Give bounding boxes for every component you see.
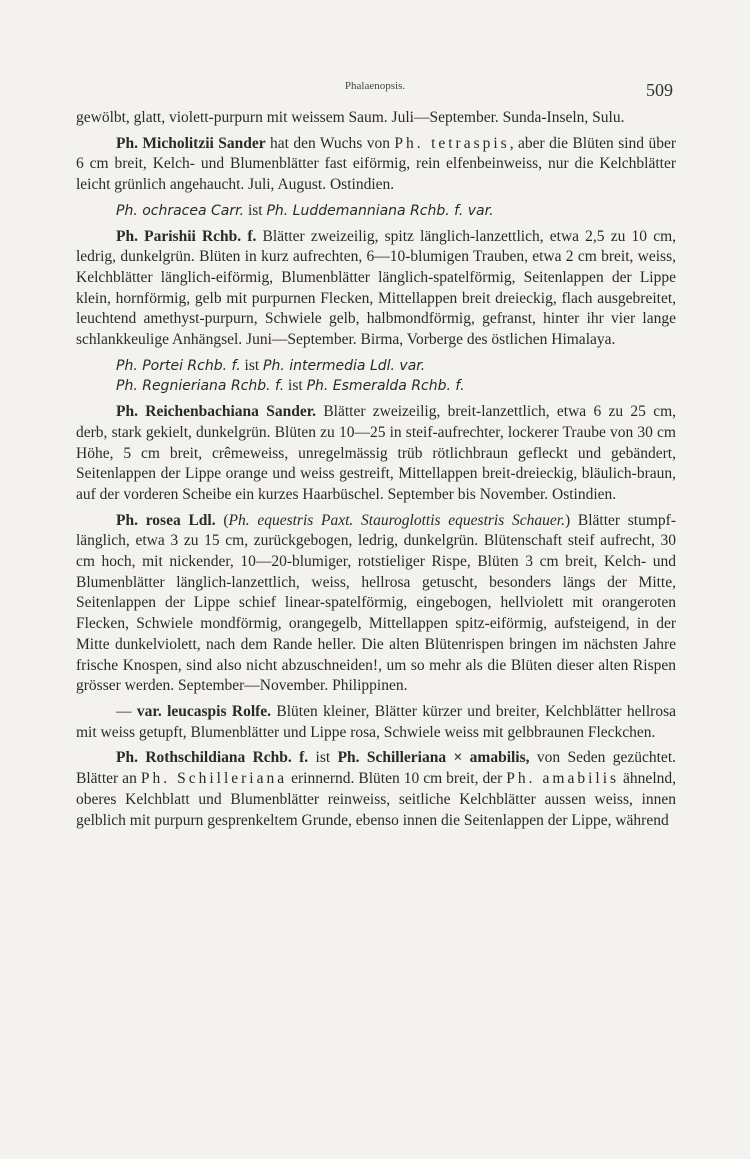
variety-dash: — (116, 702, 137, 720)
synonym-connector: ist (284, 377, 307, 395)
species-name: Ph. rosea Ldl. (116, 511, 216, 529)
synonym-name: Ph. Portei Rchb. f. (116, 357, 241, 374)
synonym-connector: ist (240, 356, 264, 374)
hybrid-parents: Ph. Schilleriana × amabilis, (337, 749, 530, 767)
paren-close: ) (564, 511, 571, 529)
paren-open: ( (215, 511, 229, 529)
synonym-connector: ist (244, 201, 267, 219)
synonym-portei (76, 356, 676, 377)
entry-text: Blüten kleiner, Blätter kürzer und breiter, Kelchblätter hellrosa mit weiss getupft, Blumenblätter und Lippe rosa, Schwiele weiss mit gelbbraunen Fleckchen. (76, 702, 676, 741)
synonym-target: Ph. Luddemanniana Rchb. f. var. (266, 202, 494, 219)
body-text (76, 108, 676, 831)
entry-rothschildiana (76, 748, 676, 831)
species-reference: Ph. amabilis (506, 770, 620, 788)
entry-leucaspis (76, 702, 676, 743)
entry-parishii (76, 227, 676, 351)
synonym-target: Ph. intermedia Ldl. var. (263, 357, 426, 374)
entry-micholitzii (76, 134, 676, 196)
synonym-ochracea (76, 201, 676, 222)
synonyms: Ph. equestris Paxt. Stauroglottis equestris Schauer. (228, 511, 565, 529)
species-reference: Ph. tetraspis (394, 134, 510, 152)
synonym-name: Ph. Regnieriana Rchb. f. (116, 378, 285, 395)
entry-text: ähnelnd, oberes Kelchblatt und Blumenblätter reinweiss, seitliche Kelchblätter aussen weiss, innen gelblich mit purpurn gesprenkeltem Grunde, ebenso innen die Seitenlappen der Lippe, während (76, 770, 676, 829)
species-reference: Ph. Schilleriana (140, 770, 288, 788)
entry-text: erinnernd. Blüten 10 cm breit, der (287, 770, 507, 788)
entry-reichenbachiana (76, 402, 676, 506)
synonym-regnieriana (76, 376, 676, 397)
synonym-target: Ph. Esmeralda Rchb. f. (306, 378, 465, 395)
synonym-name: Ph. ochracea Carr. (116, 202, 245, 219)
entry-rosea (76, 511, 676, 697)
running-title: Phalaenopsis. (344, 80, 406, 92)
entry-text: hat den Wuchs von (265, 134, 395, 152)
variety-name: var. leucaspis Rolfe. (136, 702, 272, 720)
entry-text: Blätter zweizeilig, spitz länglich-lanzettlich, etwa 2,5 zu 10 cm, ledrig, dunkelgrün. Blüten in kurz aufrechten, 6—10-blumigen Trauben, etwa 2 cm breit, weiss, Kelchblätter länglich-eiförmig, Blumenblätter länglich-spatelförmig, Seitenlappen der Lippe klein, hornförmig, gelb mit purpurnen Flecken, Mittellappen breit dreieckig, flach ausgebreitet, leuchtend amethyst-purpurn, Schwiele gelb, halbmondförmig, gefranst, hinter ihr vier lange schlankkeulige Anhängsel. Juni—September. Birma, Vorberge des östlichen Himalaya. (76, 227, 677, 349)
entry-connector: ist (308, 749, 338, 767)
species-name: Ph. Reichenbachiana Sander. (116, 403, 317, 421)
species-name: Ph. Micholitzii Sander (116, 134, 266, 152)
paragraph-continuation: gewölbt, glatt, violett-purpurn mit weissem Saum. Juli—September. Sunda-Inseln, Sulu. (76, 109, 625, 126)
page-number: 509 (646, 80, 673, 100)
species-name: Ph. Parishii Rchb. f. (116, 227, 257, 245)
entry-text: , aber die Blüten sind über 6 cm breit, Kelch- und Blumenblätter fast eiförmig, rein elfenbeinweiss, nur die Kelchblätter leicht grünlich angehaucht. Juli, August. Ostindien. (76, 134, 676, 194)
entry-text: Blätter stumpf-länglich, etwa 3 zu 15 cm, zurückgebogen, ledrig, dunkelgrün. Blütenschaft steif aufrecht, 30 cm hoch, mit nickender, 10—20-blumiger, rotstieliger Rispe, Blüten 3 cm breit, Kelch- und Blumenblätter länglich-lanzettlich, weiss, hellrosa getuscht, besonders längs der Mitte, Seitenlappen der Lippe schief linear-spatelförmig, eingebogen, hellviolett mit orangeroten Flecken, Schwiele mondförmig, orangegelb, Mittellappen spitz-eiförmig, aufsteigend, in der Mitte dunkelviolett, nach dem Rande heller. Die alten Blütenrispen bringen im nächsten Jahre frische Knospen, sind also nicht abzuschneiden!, um so mehr als die Blüten dieser alten Rispen grösser werden. September—November. Philippinen. (76, 511, 676, 695)
entry-text: Blätter zweizeilig, breit-lanzettlich, etwa 6 zu 25 cm, derb, stark gekielt, dunkelgrün. Blüten zu 10—25 in steif-aufrechter, lockerer Traube von 30 cm Höhe, 5 cm breit, crêmeweiss, unregelmässig trüb rötlichbraun gefleckt und gebändert, Seitenlappen der Lippe orange und weiss gestreift, Mittellappen breit-dreieckig, bläulich-braun, auf der vorderen Scheibe ein kurzes Haarbüschel. September bis November. Ostindien. (76, 403, 677, 503)
entry-text: von Seden gezüchtet. Blätter an (76, 749, 676, 788)
species-name: Ph. Rothschildiana Rchb. f. (116, 749, 309, 767)
